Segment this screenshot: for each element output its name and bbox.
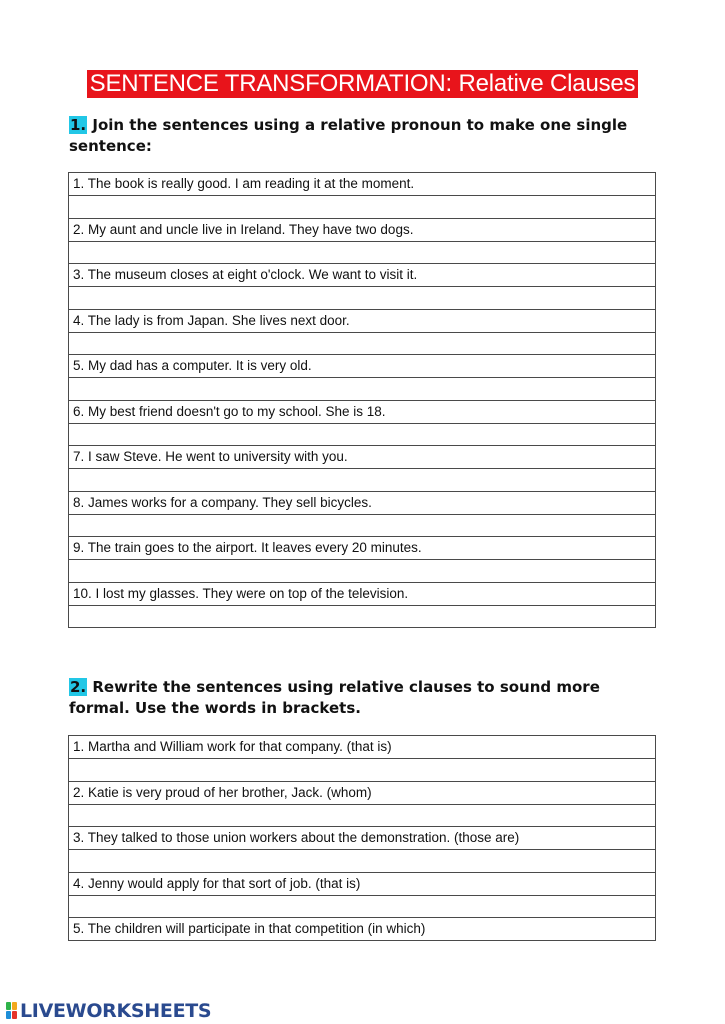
question-row <box>69 218 656 241</box>
question-text: 1. Martha and William work for that company. (that is) <box>69 736 656 759</box>
section-2-number: 2. <box>70 678 87 696</box>
question-row <box>69 872 656 895</box>
answer-row[interactable] <box>69 378 656 401</box>
section-1-number: 1. <box>70 116 87 134</box>
question-row <box>69 582 656 605</box>
question-row <box>69 446 656 469</box>
answer-field[interactable] <box>69 850 656 873</box>
answer-row[interactable] <box>69 514 656 537</box>
title-container <box>0 70 725 98</box>
answer-field[interactable] <box>69 560 656 583</box>
section-1-table <box>68 172 656 628</box>
answer-field[interactable] <box>69 469 656 492</box>
answer-row[interactable] <box>69 850 656 873</box>
section-1-heading <box>69 115 659 157</box>
answer-field[interactable] <box>69 196 656 219</box>
question-row <box>69 537 656 560</box>
section-2-table <box>68 735 656 941</box>
answer-field[interactable] <box>69 287 656 310</box>
answer-row[interactable] <box>69 332 656 355</box>
question-text: 4. The lady is from Japan. She lives next door. <box>69 309 656 332</box>
answer-row[interactable] <box>69 759 656 782</box>
question-text: 3. They talked to those union workers about the demonstration. (those are) <box>69 827 656 850</box>
question-row <box>69 173 656 196</box>
answer-row[interactable] <box>69 241 656 264</box>
answer-row[interactable] <box>69 423 656 446</box>
question-row <box>69 736 656 759</box>
answer-field[interactable] <box>69 378 656 401</box>
answer-field[interactable] <box>69 605 656 628</box>
question-text: 5. My dad has a computer. It is very old. <box>69 355 656 378</box>
answer-row[interactable] <box>69 287 656 310</box>
question-text: 1. The book is really good. I am reading it at the moment. <box>69 173 656 196</box>
answer-field[interactable] <box>69 241 656 264</box>
section-1-instruction: Join the sentences using a relative pronoun to make one single sentence: <box>69 116 628 155</box>
question-row <box>69 355 656 378</box>
answer-field[interactable] <box>69 759 656 782</box>
answer-field[interactable] <box>69 332 656 355</box>
question-text: 5. The children will participate in that competition (in which) <box>69 918 656 941</box>
question-text: 4. Jenny would apply for that sort of job. (that is) <box>69 872 656 895</box>
answer-row[interactable] <box>69 895 656 918</box>
section-2-heading <box>69 677 659 719</box>
question-text: 3. The museum closes at eight o'clock. We want to visit it. <box>69 264 656 287</box>
question-row <box>69 264 656 287</box>
section-2-instruction: Rewrite the sentences using relative clauses to sound more formal. Use the words in brackets. <box>69 678 600 717</box>
liveworksheets-logo-icon <box>6 1002 18 1020</box>
question-text: 2. My aunt and uncle live in Ireland. They have two dogs. <box>69 218 656 241</box>
question-row <box>69 781 656 804</box>
question-text: 6. My best friend doesn't go to my school. She is 18. <box>69 400 656 423</box>
question-text: 8. James works for a company. They sell bicycles. <box>69 491 656 514</box>
question-row <box>69 491 656 514</box>
question-text: 10. I lost my glasses. They were on top of the television. <box>69 582 656 605</box>
answer-field[interactable] <box>69 514 656 537</box>
footer-brand-text: LIVEWORKSHEETS <box>20 1000 212 1022</box>
question-text: 9. The train goes to the airport. It leaves every 20 minutes. <box>69 537 656 560</box>
answer-field[interactable] <box>69 423 656 446</box>
question-text: 2. Katie is very proud of her brother, Jack. (whom) <box>69 781 656 804</box>
answer-field[interactable] <box>69 804 656 827</box>
answer-row[interactable] <box>69 804 656 827</box>
answer-field[interactable] <box>69 895 656 918</box>
question-text: 7. I saw Steve. He went to university with you. <box>69 446 656 469</box>
page-title: SENTENCE TRANSFORMATION: Relative Clauses <box>87 70 639 98</box>
answer-row[interactable] <box>69 469 656 492</box>
question-row <box>69 827 656 850</box>
footer-brand[interactable] <box>6 1000 211 1022</box>
question-row <box>69 309 656 332</box>
answer-row[interactable] <box>69 560 656 583</box>
answer-row[interactable] <box>69 196 656 219</box>
question-row <box>69 918 656 941</box>
question-row <box>69 400 656 423</box>
answer-row[interactable] <box>69 605 656 628</box>
